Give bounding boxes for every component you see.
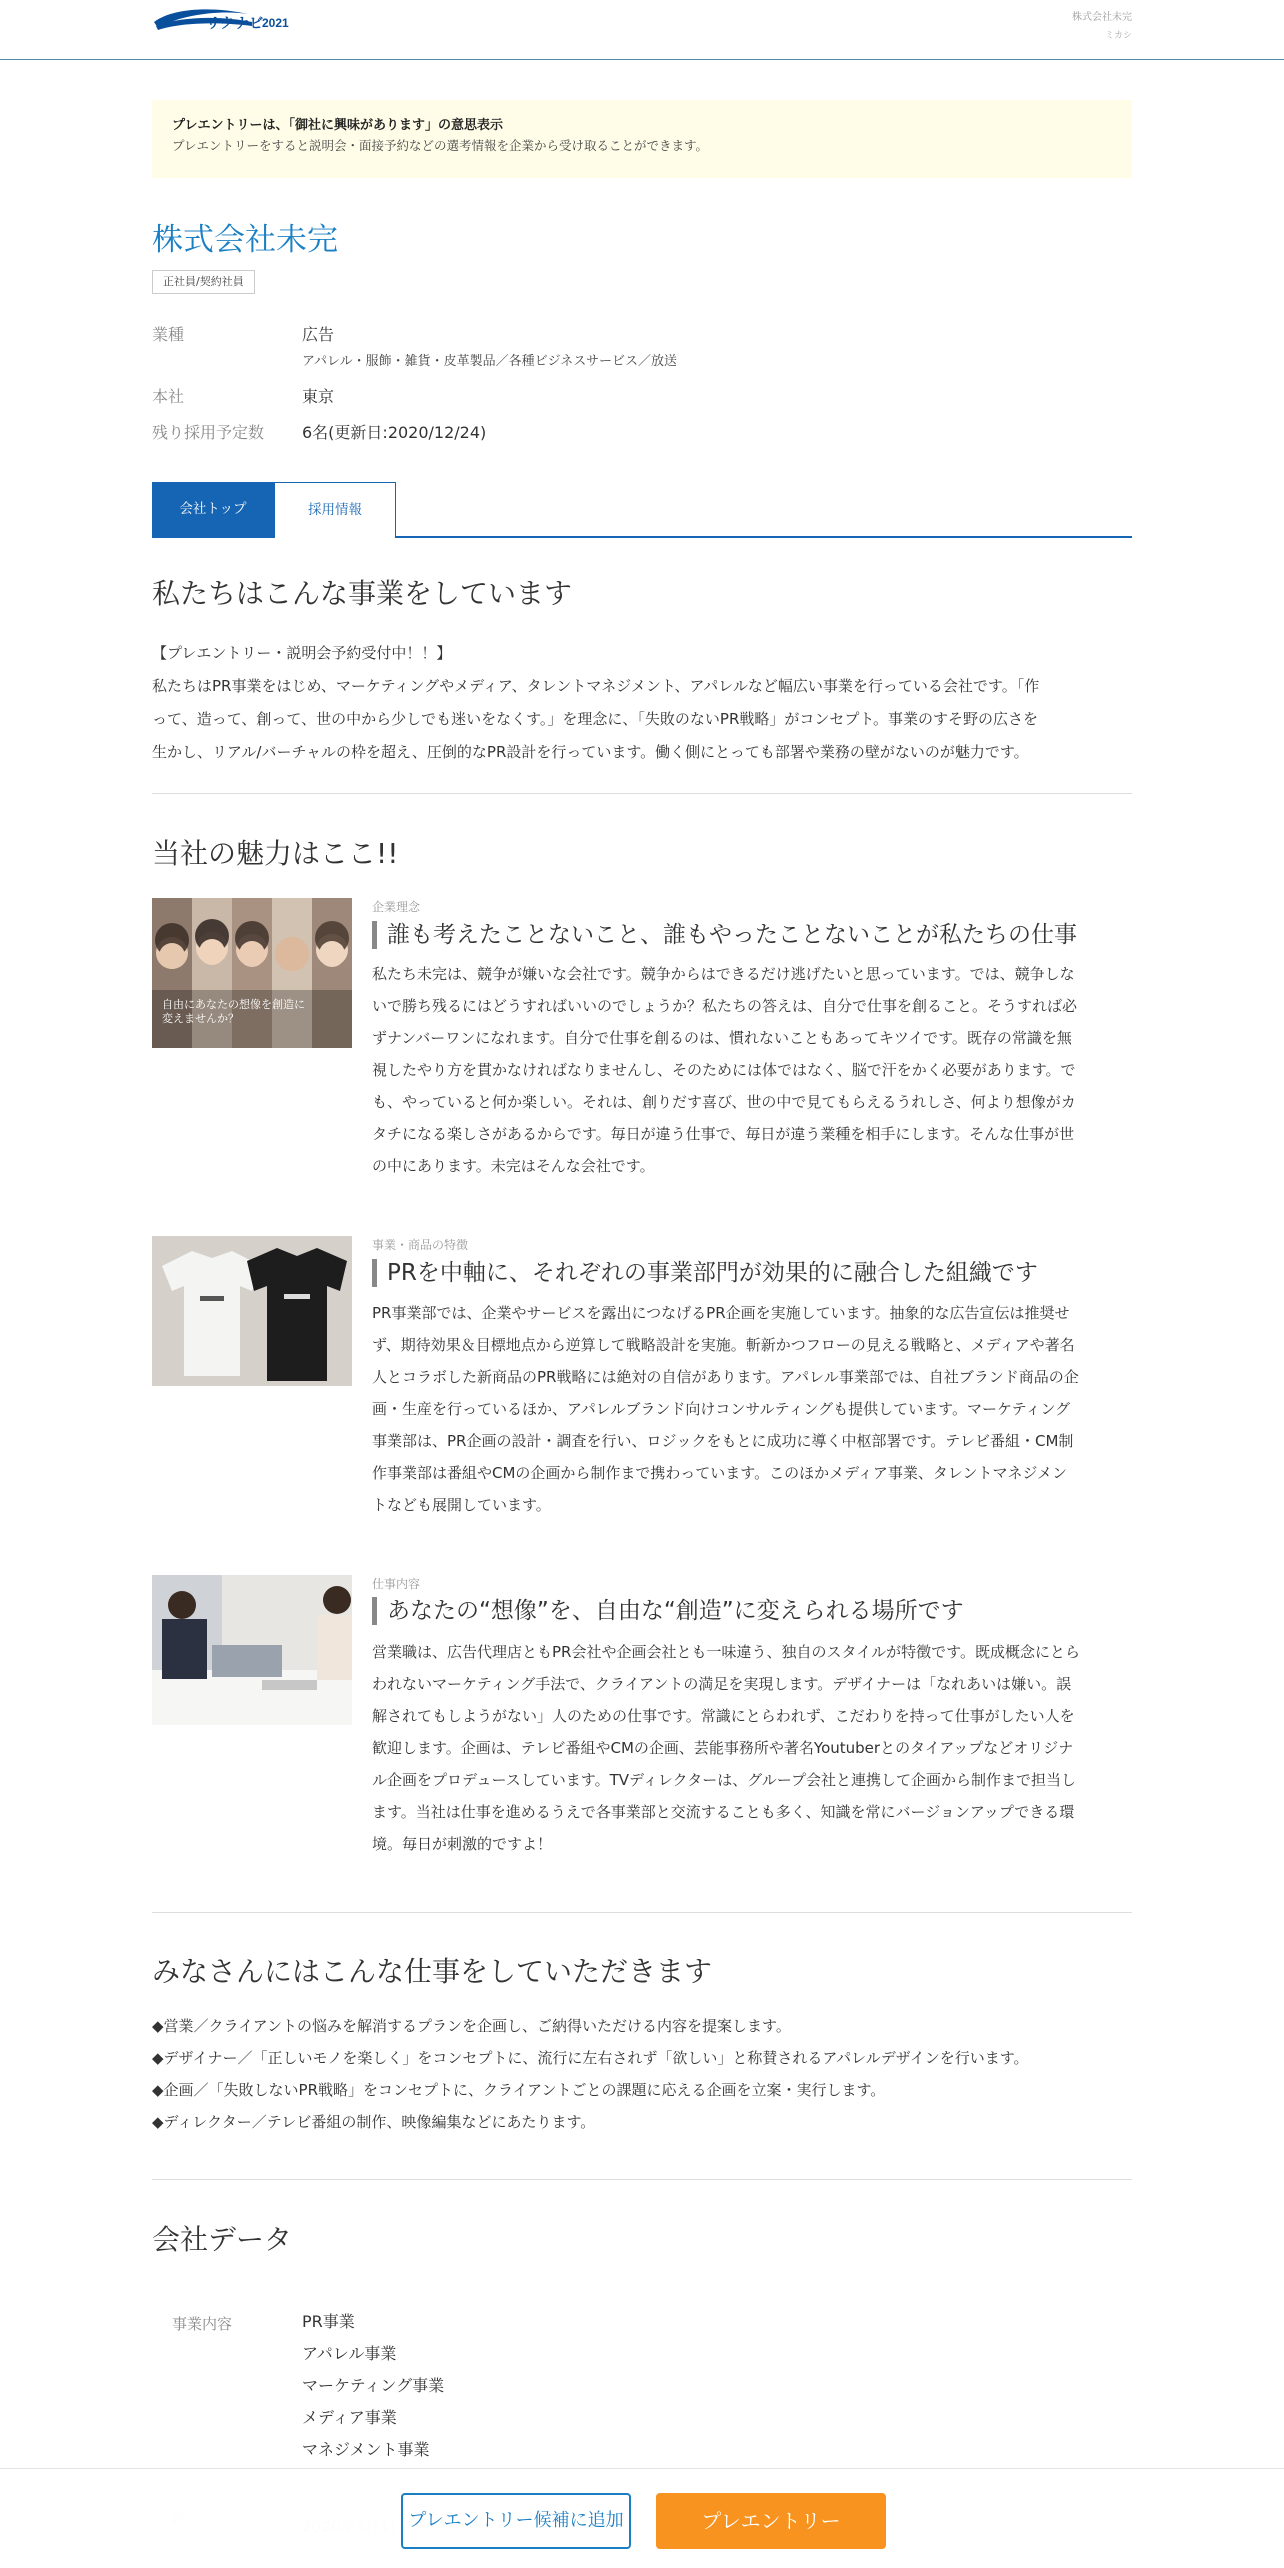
industry-sub-value: アパレル・服飾・雑貨・皮革製品／各種ビジネスサービス／放送 [302,354,677,369]
team-photo-caption-2: 変えませんか？ [162,1012,239,1025]
business-section-title: 私たちはこんな事業をしています [152,577,573,610]
feature-line: トなども展開しています。 [372,1496,551,1514]
rikunabi-logo[interactable] [152,4,302,34]
business-description [152,637,1132,769]
feature-line: ル企画をプロデュースしています。TVディレクターは、グループ会社と連携して企画から制作まで担当し [372,1771,1077,1789]
job-item: ◆デザイナー／「正しいモノを楽しく」をコンセプトに、流行に左右されず「欲しい」と称賛されるアパレルデザインを行います。 [152,2049,1029,2067]
business-content-list [302,2306,444,2466]
business-line: 生かし、リアル/バーチャルの枠を超え、圧倒的なPR設計を行っています。働く側にとっても部署や業務の壁がないのが魅力です。 [152,743,1029,761]
job-item: ◆営業／クライアントの悩みを解消するプランを企画し、ご納得いただける内容を提案します。 [152,2017,791,2035]
feature-line: 人とコラボした新商品のPR戦略には絶対の自信があります。アパレル事業部では、自社ブランド商品の企 [372,1368,1079,1386]
feature-line: 境。毎日が刺激的ですよ！ [372,1835,553,1853]
team-photo-image [152,898,352,1048]
feature-line: われないマーケティング手法で、クライアントの満足を実現します。デザイナーは「なれあいは嫌い。誤 [372,1675,1072,1693]
feature-line: ず、期待効果＆目標地点から逆算して戦略設計を実施。斬新かつフローの見える戦略と、メディアや著名 [372,1336,1075,1354]
feature-heading: 誰も考えたことないこと、誰もやったことないことが私たちの仕事 [372,921,1077,949]
bottom-action-bar [0,2468,1284,2568]
feature-line: 画・生産を行っているほか、アパレルブランド向けコンサルティングも提供しています。マーケティング [372,1400,1071,1418]
tab-recruit-info[interactable]: 採用情報 [274,482,396,538]
feature-line: も、やっていると何か楽しい。それは、創りだす喜び、世の中で見てもらえるうれしさ、何より想像がカ [372,1093,1076,1111]
feature-line: 歓迎します。企画は、テレビ番組やCMの企画、芸能事務所や著名Youtuberとのタイアップなどオリジナ [372,1739,1074,1757]
add-to-candidates-button[interactable]: プレエントリー候補に追加 [401,2493,631,2549]
feature-heading: PRを中軸に、それぞれの事業部門が効果的に融合した組織です [372,1259,1038,1287]
feature-line: いで勝ち残るにはどうすればいいのでしょうか？私たちの答えは、自分で仕事を創ること。そうすれば必 [372,997,1078,1015]
company-name: 株式会社未完 [152,222,338,257]
feature-line: PR事業部では、企業やサービスを露出につなげるPR企画を実施しています。抽象的な広告宣伝は推奨せ [372,1304,1070,1322]
feature-heading: あなたの“想像”を、自由な“創造”に変えられる場所です [372,1597,964,1625]
feature-photo-team [152,898,352,1048]
section-divider [152,1912,1132,1913]
business-content-item: アパレル事業 [302,2344,397,2363]
company-tabs [152,482,1132,538]
job-list [152,2010,1132,2138]
feature-line: 視したやり方を貫かなければなりませんし、そのためには体ではなく、脳で汗をかく必要があります。で [372,1061,1076,1079]
employment-type-tag: 正社員/契約社員 [152,270,255,294]
job-item: ◆ディレクター／テレビ番組の制作、映像編集などにあたります。 [152,2113,596,2131]
feature-photo-meeting [152,1575,352,1725]
business-content-item: メディア事業 [302,2408,397,2427]
business-line: 【プレエントリー・説明会予約受付中！！】 [152,644,452,662]
remaining-label: 残り採用予定数 [152,423,265,442]
job-item: ◆企画／「失敗しないPR戦略」をコンセプトに、クライアントごとの課題に応える企画を立案・実行します。 [152,2081,886,2099]
notice-body: プレエントリーをすると説明会・面接予約などの選考情報を企業から受け取ることができます。 [172,138,709,153]
jobs-section-title: みなさんにはこんな仕事をしていただきます [152,1955,713,1988]
feature-line: 営業職は、広告代理店ともPR会社や企画会社とも一味違う、独自のスタイルが特徴です。既成概念にとら [372,1643,1080,1661]
logo-year: 2021 [262,16,289,30]
feature-line: タチになる楽しさがあるからです。毎日が違う仕事で、毎日が違う業種を相手にします。そんな仕事が世 [372,1125,1075,1143]
business-content-item: マーケティング事業 [302,2376,445,2395]
feature-line: 私たち未完は、競争が嫌いな会社です。競争からはできるだけ逃げたいと思っています。では、競争しな [372,965,1075,983]
site-header [0,0,1284,60]
business-line: って、造って、創って、世の中から少しでも迷いをなくす。」を理念に、「失敗のないPR戦略」がコンセプト。事業のすそ野の広さを [152,710,1039,728]
section-divider [152,793,1132,794]
feature-line: ずナンバーワンになれます。自分で仕事を創るのは、慣れないこともあってキツイです。既存の常識を無 [372,1029,1072,1047]
team-photo-caption-1: 自由にあなたの想像を創造に [162,998,305,1011]
feature-line: の中にあります。未完はそんな会社です。 [372,1157,655,1175]
business-content-item: PR事業 [302,2312,355,2331]
appeal-section-title: 当社の魅力はここ!! [152,837,399,870]
industry-value: 広告 [302,325,335,344]
company-data-title: 会社データ [152,2223,293,2256]
pre-entry-button[interactable]: プレエントリー [656,2493,886,2549]
hq-value: 東京 [302,387,335,406]
logo-text: リクナビ [206,15,264,31]
feature-body [372,958,1132,1182]
tshirt-photo-image [152,1236,352,1386]
industry-label: 業種 [152,325,185,344]
hq-label: 本社 [152,387,185,406]
business-line: 私たちはPR事業をはじめ、マーケティングやメディア、タレントマネジメント、アパレルなど幅広い事業を行っている会社です。「作 [152,677,1040,695]
feature-category: 事業・商品の特徴 [372,1238,469,1252]
header-company-name: 株式会社未完 [1072,12,1132,23]
feature-category: 企業理念 [372,900,421,914]
section-divider [152,2179,1132,2180]
feature-category: 仕事内容 [372,1577,421,1591]
meeting-photo-image [152,1575,352,1725]
feature-line: 解されてもしようがない」人のための仕事です。常識にとらわれず、こだわりを持って仕事がしたい人を [372,1707,1075,1725]
business-content-item: マネジメント事業 [302,2440,430,2459]
feature-photo-tshirts [152,1236,352,1386]
feature-body [372,1636,1132,1860]
feature-line: 事業部は、PR企画の設計・調査を行い、ロジックをもとに成功に導く中枢部署です。テレビ番組・CM制 [372,1432,1074,1450]
business-content-label: 事業内容 [172,2315,233,2333]
feature-body [372,1297,1132,1521]
header-user-name[interactable]: ミカシ [1104,31,1132,41]
feature-line: ます。当社は仕事を進めるうえで各事業部と交流することも多く、知識を常にバージョンアップできる環 [372,1803,1075,1821]
notice-title: プレエントリーは、「御社に興味があります」の意思表示 [172,118,503,133]
remaining-value: 6名(更新日:2020/12/24) [302,423,487,442]
pre-entry-notice [152,100,1132,178]
feature-line: 作事業部は番組やCMの企画から制作まで携わっています。このほかメディア事業、タレントマネジメン [372,1464,1068,1482]
tab-company-top[interactable]: 会社トップ [152,482,274,538]
